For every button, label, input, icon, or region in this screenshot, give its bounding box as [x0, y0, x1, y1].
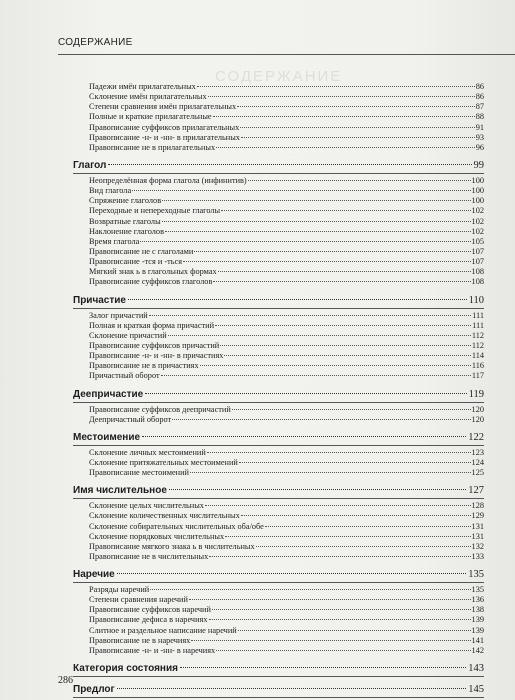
toc-entry-page-number: 96	[475, 142, 484, 152]
section-title-label: Категория состояния	[73, 663, 178, 675]
section-title	[73, 683, 484, 696]
toc-section	[73, 82, 484, 153]
toc-entry	[73, 615, 484, 625]
dot-leader	[162, 199, 470, 201]
toc-entry-label: Правописание не в причастиях	[89, 361, 199, 371]
toc-entry-page-number: 139	[471, 615, 484, 625]
section-title	[73, 568, 484, 581]
section-title-label: Предлог	[73, 684, 115, 696]
toc-section	[73, 568, 484, 656]
toc-entry-label: Степени сравнения наречий	[89, 595, 188, 605]
toc-entry	[73, 405, 484, 415]
section-title	[73, 484, 484, 497]
dot-leader	[248, 179, 471, 181]
toc-entry-label: Склонение притяжательных местоимений	[89, 457, 238, 467]
toc-entry	[73, 92, 484, 102]
section-rule	[73, 582, 484, 583]
section-rule	[73, 498, 484, 499]
toc-entry	[73, 646, 484, 656]
toc-entry	[73, 341, 484, 351]
section-rule	[73, 697, 484, 698]
dot-leader	[218, 270, 471, 272]
dot-leader	[220, 344, 471, 346]
dot-leader	[239, 461, 471, 463]
toc-entry-page-number: 120	[471, 404, 484, 414]
dot-leader	[149, 314, 471, 316]
toc-entry-label: Правописание местоимений	[89, 468, 189, 478]
section-rule	[73, 676, 484, 677]
toc-entry-label: Время глагола	[89, 236, 140, 246]
toc-entry	[73, 585, 484, 595]
toc-section	[73, 662, 484, 677]
toc-entry-label: Разряды наречий	[89, 585, 150, 595]
toc-entry-page-number: 116	[471, 361, 484, 371]
toc-entry-page-number: 86	[475, 92, 484, 102]
toc-entry-label: Причастный оборот	[89, 371, 160, 381]
section-title	[73, 159, 484, 172]
toc-entry	[73, 196, 484, 206]
dot-leader	[165, 230, 471, 232]
toc-entry-label: Склонение количественных числительных	[89, 511, 240, 521]
toc-entry	[73, 112, 484, 122]
toc-entry-page-number: 112	[471, 340, 484, 350]
toc-entry	[73, 552, 484, 562]
dot-leader	[237, 105, 475, 107]
toc-entry-label: Правописание не с глаголами	[89, 246, 194, 256]
toc-entry-label: Переходные и непереходные глаголы	[89, 206, 221, 216]
dot-leader	[207, 451, 471, 453]
section-page-number: 122	[468, 431, 484, 443]
dot-leader	[213, 280, 470, 282]
dot-leader	[117, 687, 467, 689]
toc-entry-page-number: 114	[471, 351, 484, 361]
table-of-contents	[73, 82, 484, 700]
toc-entry-label: Наклонение глаголов	[89, 226, 164, 236]
toc-entry-label: Склонение собирательных числительных оба/обе	[89, 521, 264, 531]
dot-leader	[241, 136, 475, 138]
toc-entry	[73, 82, 484, 92]
dot-leader	[208, 95, 475, 97]
toc-entry-label: Мягкий знак ь в глагольных формах	[89, 267, 217, 277]
toc-entry	[73, 186, 484, 196]
dot-leader	[216, 649, 470, 651]
dot-leader	[213, 115, 475, 117]
toc-entry	[73, 605, 484, 615]
toc-entry	[73, 331, 484, 341]
toc-entry-label: Правописание суффиксов глаголов	[89, 277, 213, 287]
section-rule	[73, 402, 484, 403]
section-page-number: 110	[468, 294, 484, 306]
toc-entry-page-number: 86	[475, 82, 484, 91]
dot-leader	[150, 588, 470, 590]
dot-leader	[256, 545, 471, 547]
toc-entry-label: Правописание суффиксов наречий	[89, 605, 211, 615]
section-title	[73, 294, 484, 307]
section-title-label: Деепричастие	[73, 388, 144, 400]
dot-leader	[205, 504, 471, 506]
dot-leader	[240, 126, 474, 128]
dot-leader	[142, 435, 466, 437]
toc-entry-label: Деепричастный оборот	[89, 414, 172, 424]
dot-leader	[172, 418, 470, 420]
toc-entry	[73, 321, 484, 331]
toc-entry	[73, 532, 484, 542]
toc-entry	[73, 626, 484, 636]
toc-entry-label: Склонение личных местоимений	[89, 447, 206, 457]
toc-entry	[73, 522, 484, 532]
toc-entry-label: Правописание суффиксов деепричастий	[89, 404, 231, 414]
page-number: 286	[58, 675, 73, 686]
dot-leader	[161, 374, 471, 376]
section-title-label: Местоимение	[73, 431, 141, 443]
toc-entry-page-number: 123	[471, 447, 484, 457]
dot-leader	[265, 525, 471, 527]
toc-entry-label: Правописание суффиксов причастий	[89, 340, 220, 350]
section-page-number: 145	[468, 684, 484, 696]
toc-entry-label: Степени сравнения имён прилагательных	[89, 102, 237, 112]
toc-entry	[73, 595, 484, 605]
toc-entry-page-number: 139	[471, 625, 484, 635]
section-title-label: Глагол	[73, 159, 107, 171]
toc-entry	[73, 351, 484, 361]
toc-entry-label: Правописание -тся и -ться	[89, 257, 183, 267]
section-title	[73, 662, 484, 675]
toc-entry	[73, 227, 484, 237]
dot-leader	[140, 240, 470, 242]
section-rule	[73, 173, 484, 174]
section-title	[73, 431, 484, 444]
toc-entry	[73, 102, 484, 112]
dot-leader	[190, 471, 471, 473]
section-title	[73, 388, 484, 401]
toc-entry	[73, 143, 484, 153]
toc-entry-label: Склонение целых числительных	[89, 501, 204, 511]
dot-leader	[215, 324, 471, 326]
toc-section	[73, 484, 484, 562]
toc-entry	[73, 217, 484, 227]
toc-entry	[73, 501, 484, 511]
toc-entry	[73, 542, 484, 552]
toc-entry	[73, 267, 484, 277]
section-page-number: 143	[468, 663, 484, 675]
toc-entry-page-number: 111	[472, 310, 484, 320]
toc-entry	[73, 371, 484, 381]
dot-leader	[197, 85, 475, 87]
toc-entry	[73, 468, 484, 478]
toc-entry	[73, 247, 484, 257]
toc-entry-page-number: 102	[471, 216, 484, 226]
toc-entry	[73, 237, 484, 247]
toc-entry-label: Правописание -н- и -нн- в прилагательных	[89, 132, 240, 142]
dot-leader	[238, 629, 471, 631]
dot-leader	[209, 555, 470, 557]
dot-leader	[145, 392, 466, 394]
toc-entry-page-number: 112	[471, 330, 484, 340]
toc-entry-page-number: 93	[475, 132, 484, 142]
dot-leader	[194, 250, 470, 252]
toc-entry-page-number: 108	[471, 267, 484, 277]
toc-entry-page-number: 117	[471, 371, 484, 381]
dot-leader	[224, 354, 470, 356]
toc-entry	[73, 311, 484, 321]
dot-leader	[183, 260, 470, 262]
toc-entry	[73, 257, 484, 267]
toc-entry-page-number: 133	[471, 551, 484, 561]
toc-entry-label: Слитное и раздельное написание наречий	[89, 625, 237, 635]
section-title-label: Имя числительное	[73, 485, 167, 497]
toc-entry-page-number: 138	[471, 605, 484, 615]
toc-entry-page-number: 125	[471, 468, 484, 478]
toc-entry	[73, 206, 484, 216]
toc-entry-page-number: 107	[471, 246, 484, 256]
dot-leader	[200, 364, 471, 366]
dot-leader	[169, 488, 466, 490]
dot-leader	[108, 163, 471, 165]
toc-entry	[73, 176, 484, 186]
section-rule	[73, 445, 484, 446]
toc-section	[73, 294, 484, 382]
toc-entry-page-number: 111	[472, 320, 484, 330]
toc-entry-label: Залог причастий	[89, 310, 148, 320]
section-page-number: 119	[468, 388, 484, 400]
toc-entry-page-number: 100	[471, 175, 484, 185]
toc-entry-page-number: 88	[475, 112, 484, 122]
section-rule	[73, 308, 484, 309]
dot-leader	[221, 209, 470, 211]
section-page-number: 135	[468, 569, 484, 581]
toc-entry-label: Возвратные глаголы	[89, 216, 161, 226]
toc-entry-page-number: 142	[471, 645, 484, 655]
dot-leader	[216, 146, 475, 148]
toc-section	[73, 431, 484, 478]
toc-entry-page-number: 120	[471, 414, 484, 424]
toc-entry-label: Правописание не в наречиях	[89, 635, 191, 645]
toc-entry-page-number: 124	[471, 457, 484, 467]
toc-entry-page-number: 128	[471, 501, 484, 511]
toc-entry-label: Правописание дефиса в наречиях	[89, 615, 208, 625]
dot-leader	[117, 572, 467, 574]
toc-entry-page-number: 132	[471, 541, 484, 551]
toc-entry-label: Склонение причастий	[89, 330, 167, 340]
toc-entry-label: Спряжение глаголов	[89, 196, 162, 206]
running-head: СОДЕРЖАНИЕ	[58, 37, 133, 48]
toc-entry-label: Правописание не в числительных	[89, 551, 209, 561]
toc-entry-label: Склонение порядковых числительных	[89, 531, 225, 541]
toc-entry-page-number: 131	[471, 521, 484, 531]
dot-leader	[162, 220, 471, 222]
dot-leader	[225, 535, 470, 537]
section-title-label: Причастие	[73, 294, 126, 306]
section-title-label: Наречие	[73, 569, 115, 581]
toc-entry	[73, 636, 484, 646]
toc-entry-page-number: 141	[471, 635, 484, 645]
toc-entry-page-number: 135	[471, 585, 484, 595]
toc-entry-label: Правописание мягкого знака ь в числительных	[89, 541, 255, 551]
toc-entry-label: Неопределённая форма глагола (инфинитив)	[89, 175, 247, 185]
toc-entry	[73, 277, 484, 287]
dot-leader	[241, 514, 471, 516]
toc-entry-page-number: 108	[471, 277, 484, 287]
toc-entry	[73, 133, 484, 143]
toc-entry-label: Вид глагола	[89, 186, 132, 196]
toc-entry-page-number: 131	[471, 531, 484, 541]
dot-leader	[180, 666, 466, 668]
toc-entry	[73, 458, 484, 468]
toc-entry-page-number: 105	[471, 236, 484, 246]
dot-leader	[191, 639, 470, 641]
toc-entry-label: Полные и краткие прилагательные	[89, 112, 212, 122]
section-page-number: 99	[473, 159, 484, 171]
toc-entry-page-number: 129	[471, 511, 484, 521]
dot-leader	[168, 334, 471, 336]
dot-leader	[128, 298, 467, 300]
toc-entry	[73, 415, 484, 425]
toc-entry-page-number: 100	[471, 186, 484, 196]
toc-entry-page-number: 87	[475, 102, 484, 112]
toc-entry-page-number: 102	[471, 206, 484, 216]
section-page-number: 127	[468, 485, 484, 497]
toc-entry	[73, 361, 484, 371]
toc-entry-label: Падежи имён прилагательных	[89, 82, 196, 91]
dot-leader	[189, 598, 471, 600]
toc-entry-label: Правописание -н- и -нн- в наречиях	[89, 645, 216, 655]
toc-section	[73, 388, 484, 425]
toc-entry	[73, 123, 484, 133]
toc-section	[73, 683, 484, 698]
toc-entry-page-number: 107	[471, 257, 484, 267]
toc-entry	[73, 448, 484, 458]
dot-leader	[209, 618, 471, 620]
toc-entry-page-number: 136	[471, 595, 484, 605]
toc-entry-label: Склонение имён прилагательных	[89, 92, 207, 102]
toc-entry-label: Правописание не в прилагательных	[89, 142, 216, 152]
toc-entry-label: Полная и краткая форма причастий	[89, 320, 215, 330]
toc-section	[73, 159, 484, 288]
show-through-text: СОДЕРЖАНИЕ	[215, 68, 343, 85]
toc-entry	[73, 511, 484, 521]
dot-leader	[232, 408, 471, 410]
toc-entry-page-number: 100	[471, 196, 484, 206]
dot-leader	[132, 189, 470, 191]
header-rule	[58, 54, 515, 55]
dot-leader	[212, 608, 471, 610]
toc-entry-page-number: 91	[475, 122, 484, 132]
toc-entry-page-number: 102	[471, 226, 484, 236]
toc-entry-label: Правописание -н- и -нн- в причастиях	[89, 351, 224, 361]
toc-entry-label: Правописание суффиксов прилагательных	[89, 122, 240, 132]
